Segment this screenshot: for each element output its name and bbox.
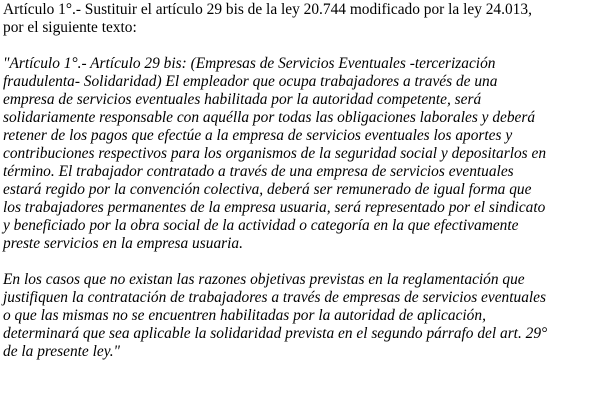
quote-line: justifiquen la contratación de trabajadores a través de empresas de servicios eventuales	[3, 289, 546, 306]
quote-line: retener de los pagos que efectúe a la empresa de servicios eventuales los aportes y	[3, 127, 513, 144]
quote-line: empresa de servicios eventuales habilitada por la autoridad competente, será	[3, 91, 482, 108]
intro-line: por el siguiente texto:	[3, 19, 137, 36]
quote-line: contribuciones respectivos para los organismos de la seguridad social y depositarlos en	[3, 145, 547, 162]
quote-line: de la presente ley."	[3, 343, 121, 360]
intro-line: Artículo 1°.- Sustituir el artículo 29 bis de la ley 20.744 modificado por la ley 24.013,	[3, 1, 532, 18]
quote-line: y beneficiado por la obra social de la actividad o categoría en la que efectivamente	[3, 217, 519, 234]
quote-line: preste servicios en la empresa usuaria.	[3, 235, 243, 252]
quote-line: término. El trabajador contratado a través de una empresa de servicios eventuales	[3, 163, 514, 180]
quote-line: o que las mismas no se encuentren habilitadas por la autoridad de aplicación,	[3, 307, 486, 324]
quoted-article-paragraph-1	[3, 55, 597, 253]
quote-line: "Artículo 1°.- Artículo 29 bis: (Empresas de Servicios Eventuales -tercerización	[3, 55, 496, 72]
quoted-article-paragraph-2	[3, 271, 597, 361]
quote-line: En los casos que no existan las razones objetivas previstas en la reglamentación que	[3, 271, 525, 288]
paragraph-spacer	[3, 253, 597, 271]
quote-line: determinará que sea aplicable la solidaridad prevista en el segundo párrafo del art. 29°	[3, 325, 548, 342]
quote-line: los trabajadores permanentes de la empresa usuaria, será representado por el sindicato	[3, 199, 546, 216]
quote-line: solidariamente responsable con aquélla por todas las obligaciones laborales y deberá	[3, 109, 536, 126]
document	[3, 0, 597, 361]
paragraph-spacer	[3, 37, 597, 55]
intro-paragraph	[3, 1, 597, 37]
quote-line: fraudulenta- Solidaridad) El empleador que ocupa trabajadores a través de una	[3, 73, 498, 90]
quote-line: estará regido por la convención colectiva, deberá ser remunerado de igual forma que	[3, 181, 532, 198]
